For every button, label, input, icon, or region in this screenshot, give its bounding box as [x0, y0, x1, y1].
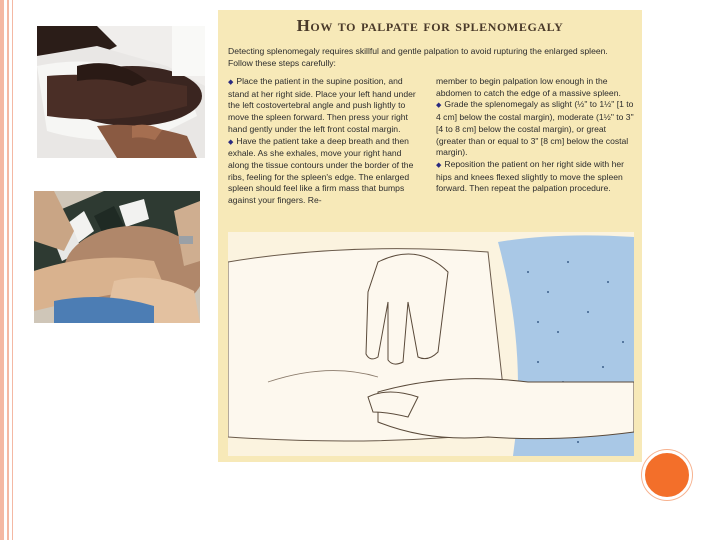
left-column — [228, 76, 424, 207]
diamond-bullet-icon: ◆ — [436, 102, 442, 110]
article-title: How to palpate for splenomegaly — [296, 16, 564, 35]
orange-circle-decoration — [642, 450, 692, 500]
step-paragraph: ◆ Reposition the patient on her right side with her hips and knees flexed slightly to move the spleen forward. Then repeat the palpation procedure. — [436, 158, 625, 194]
continued-paragraph: member to begin palpation low enough in the abdomen to catch the edge of a massive spleen. — [436, 76, 621, 98]
diamond-bullet-icon: ◆ — [228, 79, 234, 86]
photo-top — [37, 26, 205, 158]
article-intro: Detecting splenomegaly requires skillful and gentle palpation to avoid rupturing the enlarged spleen. Follow these steps carefully: — [228, 46, 608, 68]
diamond-bullet-icon: ◆ — [228, 138, 234, 146]
photo-bottom — [34, 191, 200, 323]
step-paragraph: ◆ Grade the splenomegaly as slight (½" to 1½" [1 to 4 cm] below the costal margin), moderate (1½" to 3" [4 to 8 cm] below the costal margin), or great (greater than or equal to 3" [8 cm] below the costal margin). — [436, 99, 634, 158]
right-border-decoration — [692, 0, 720, 540]
step-paragraph: ◆ Place the patient in the supine position, and stand at her right side. Place your left hand under the left costovertebral angle and push lightly to move the spleen forward. Then press your right hand gently under the left front costal margin. — [228, 76, 416, 134]
step-paragraph: ◆ Have the patient take a deep breath and then exhale. As she exhales, move your right hand along the tissue contours under the border of the ribs, feeling for the spleen's edge. The enlarged spleen should feel like a firm mass that bumps against your fingers. Re- — [228, 135, 414, 206]
right-column — [436, 76, 636, 195]
palpation-illustration — [228, 232, 634, 456]
left-border-decoration — [0, 0, 20, 540]
diamond-bullet-icon: ◆ — [436, 161, 442, 169]
article-panel — [218, 10, 642, 462]
